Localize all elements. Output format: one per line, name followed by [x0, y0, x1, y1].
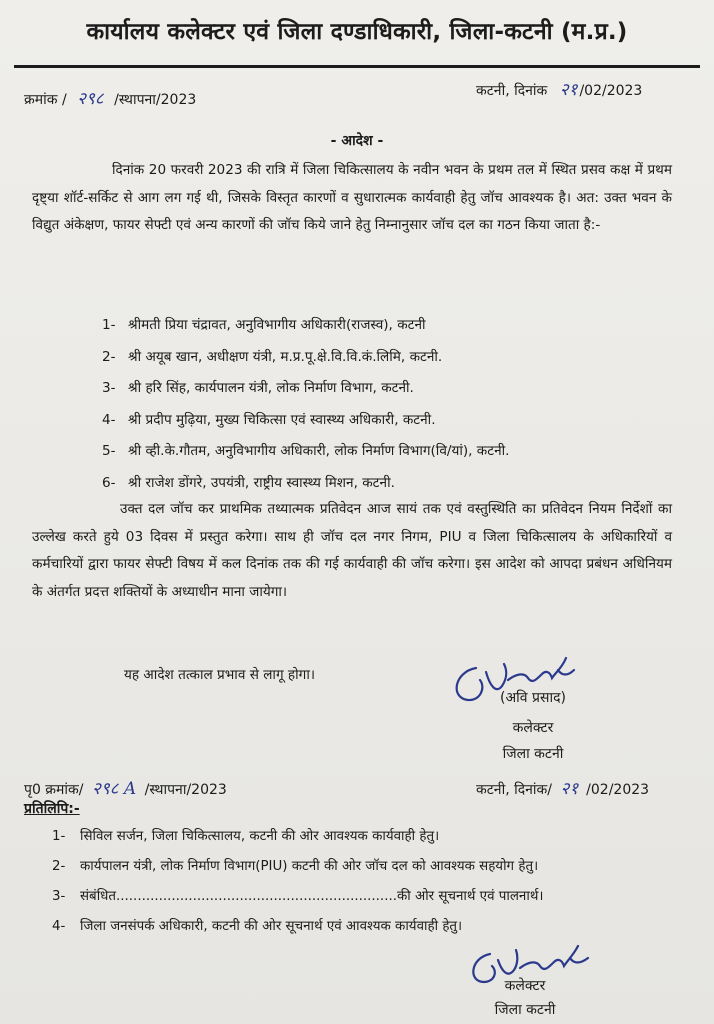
effect-statement: यह आदेश तत्काल प्रभाव से लागू होगा। — [124, 667, 315, 683]
endorsement-date-label: कटनी, दिनांक/ — [476, 782, 553, 798]
order-number-handwritten: २९८ — [77, 89, 104, 109]
list-item: 6- श्री राजेश डोंगरे, उपयंत्री, राष्ट्रीय स्वास्थ्य मिशन, कटनी. — [102, 474, 395, 491]
order-heading: - आदेश - — [330, 133, 384, 149]
header-divider — [14, 65, 700, 68]
list-item: 1- सिविल सर्जन, जिला चिकित्सालय, कटनी की ओर आवश्यक कार्यवाही हेतु। — [52, 829, 440, 844]
endorsement-number-suffix: /स्थापना/2023 — [144, 782, 227, 798]
signatory-district: जिला कटनी — [502, 746, 564, 762]
office-title: कार्यालय कलेक्टर एवं जिला दण्डाधिकारी, जिला-कटनी (म.प्र.) — [86, 19, 628, 45]
copy-recipient-list — [52, 822, 543, 942]
endorsement-number-prefix: पृ0 क्रमांक/ — [24, 782, 84, 798]
order-date-label: कटनी, दिनांक — [476, 83, 548, 99]
endorsement-date-day-handwritten: २१ — [560, 779, 579, 799]
list-item: 1- श्रीमती प्रिया चंद्रावत, अनुविभागीय अधिकारी(राजस्व), कटनी — [102, 317, 426, 333]
list-item: 2- श्री अयूब खान, अधीक्षण यंत्री, म.प्र.पू.क्षे.वि.वि.कं.लिमि, कटनी. — [102, 348, 443, 365]
list-item: 5- श्री व्ही.के.गौतम, अनुविभागीय अधिकारी, लोक निर्माण विभाग(वि/यां), कटनी. — [102, 443, 510, 459]
committee-member-list — [102, 310, 510, 499]
copy-signatory-district: जिला कटनी — [494, 1002, 556, 1018]
instructions-paragraph — [32, 496, 672, 606]
intro-paragraph — [32, 157, 672, 240]
list-item: 4- जिला जनसंपर्क अधिकारी, कटनी की ओर सूचनार्थ एवं आवश्यक कार्यवाही हेतु। — [52, 919, 463, 934]
order-date-line — [476, 77, 642, 100]
list-item: 3- श्री हरि सिंह, कार्यपालन यंत्री, लोक निर्माण विभाग, कटनी. — [102, 380, 414, 396]
order-number-suffix: /स्थापना/2023 — [114, 92, 197, 108]
order-date-day-handwritten: २१ — [559, 80, 578, 100]
order-date-month-year: /02/2023 — [579, 83, 643, 99]
list-item: 4- श्री प्रदीप मुढ़िया, मुख्य चिकित्सा एवं स्वास्थ्य अधिकारी, कटनी. — [102, 411, 436, 428]
list-item: 2- कार्यपालन यंत्री, लोक निर्माण विभाग(PIU) कटनी की ओर जॉच दल को आवश्यक सहयोग हेतु। — [52, 859, 539, 874]
order-number-line — [24, 86, 196, 109]
signatory-name: (अवि प्रसाद) — [500, 690, 566, 706]
list-item: 3- संबंधित..................................................................की ओर सूचनार्थ एवं पालनार्थ। — [52, 889, 544, 904]
copy-to-title: प्रतिलिपि:- — [24, 801, 80, 817]
copy-signatory-designation: कलेक्टर — [504, 978, 546, 994]
order-number-prefix: क्रमांक / — [24, 92, 67, 108]
endorsement-date-month-year: /02/2023 — [586, 782, 650, 798]
endorsement-number-line — [24, 776, 227, 799]
endorsement-number-handwritten: २९८ A — [91, 779, 137, 799]
endorsement-date-line — [476, 776, 649, 799]
signatory-designation: कलेक्टर — [512, 720, 554, 736]
instructions-paragraph-text: उक्त दल जॉच कर प्राथमिक तथ्यात्मक प्रतिवेदन आज सायं तक एवं वस्तुस्थिति का प्रतिवेदन नियम निर्देशों का उल्लेख करते हुये 03 दिवस में प्रस्तुत करेगा। साथ ही जॉच दल नगर निगम, PIU व जिला चिकित्सालय के अधिकारियों व कर्मचारियों द्वारा फायर सेफ्टी विषय में कल दिनांक तक की गई कार्यवाही की जॉच करेगा। इस आदेश को आपदा प्रबंधन अधिनियम के अंतर्गत प्रदत्त शक्तियों के अध्याधीन माना जायेगा। — [32, 501, 672, 600]
intro-paragraph-text: दिनांक 20 फरवरी 2023 की रात्रि में जिला चिकित्सालय के नवीन भवन के प्रथम तल में स्थित प्रसव कक्ष में प्रथम दृष्ट्या शॉर्ट-सर्किट से आग लग गई थी, जिसके विस्तृत कारणों व सुधारात्मक कार्यवाही हेतु जॉच आवश्यक है। अत: उक्त भवन के विद्युत अंकेक्षण, फायर सेफ्टी एवं अन्य कारणों की जॉच किये जाने हेतु निम्नानुसार जॉच दल का गठन किया जाता है:- — [32, 162, 672, 233]
